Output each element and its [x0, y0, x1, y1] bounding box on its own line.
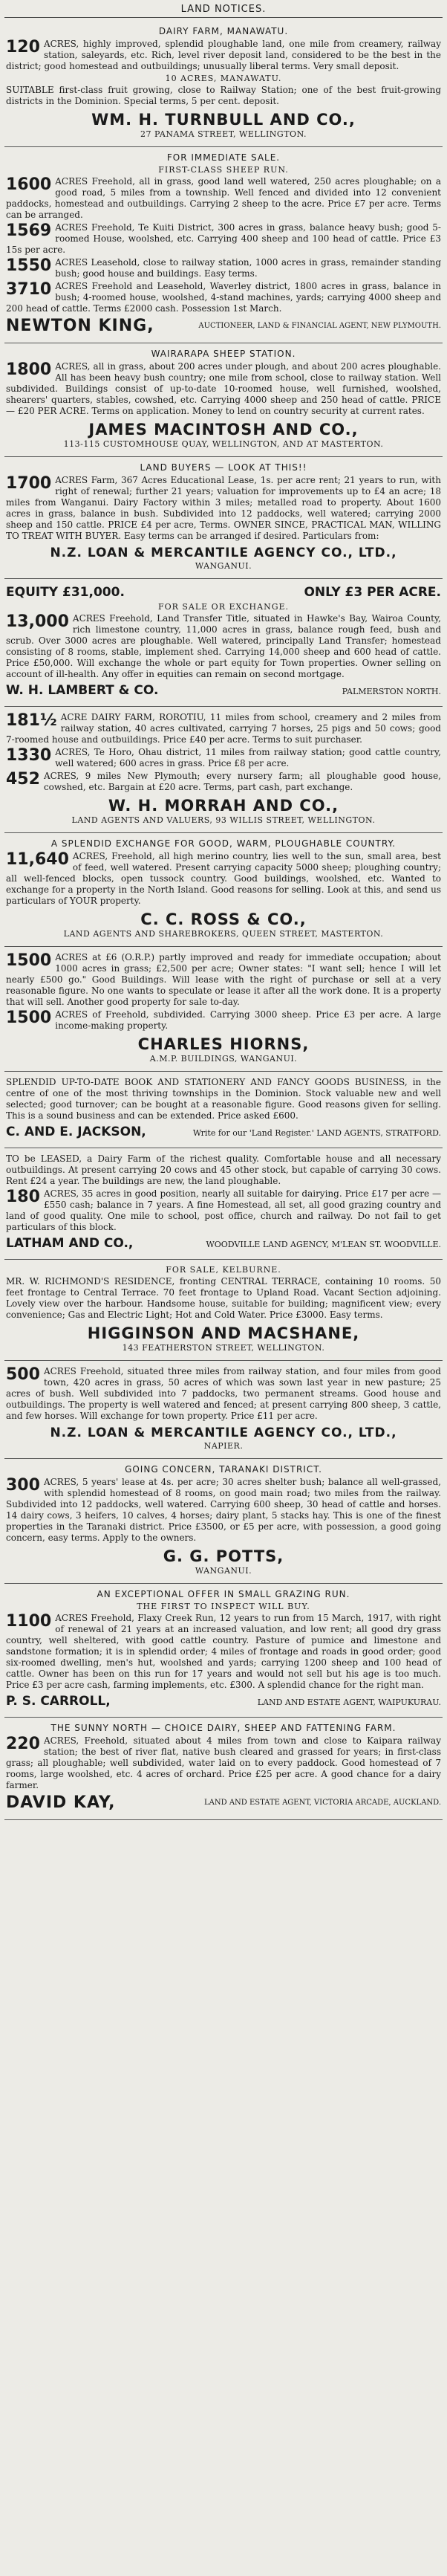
advertisement [4, 1072, 443, 1148]
ad-price-left: EQUITY £31,000. [6, 585, 125, 600]
acreage-number: 500 [6, 1365, 40, 1384]
acreage-number: 181½ [6, 711, 57, 730]
agent-signature-row [6, 683, 441, 698]
acreage-number: 1550 [6, 256, 52, 275]
ad-subheading: THE FIRST TO INSPECT WILL BUY. [137, 1602, 310, 1611]
ad-paragraph [6, 1366, 441, 1422]
ad-text: ACRES of Freehold, subdivided. Carrying 3000 sheep. Price £3 per acre. A large income-making property. [55, 1009, 441, 1031]
ad-text: ACRES, highly improved, splendid ploughable land, one mile from creamery, railway station, saleyards, etc. Rich, level river deposit land, considered to be the best in the district; good homestead and outbuildings; unusually liberal terms. Very small deposit. [6, 39, 441, 71]
advertisement [4, 1148, 443, 1260]
ad-heading: AN EXCEPTIONAL OFFER IN SMALL GRAZING RUN. [97, 1589, 350, 1599]
ad-paragraph [6, 613, 441, 680]
ad-heading: GOING CONCERN, TARANAKI DISTRICT. [125, 1464, 322, 1475]
ad-paragraph [6, 281, 441, 314]
agent-firm-name: LATHAM AND CO., [6, 1236, 134, 1251]
advertisement [4, 21, 443, 147]
ad-paragraph [6, 475, 441, 542]
acreage-number: 1500 [6, 951, 52, 970]
acreage-number: 1700 [6, 474, 52, 493]
ad-text: ACRES, Freehold, all high merino country, lies well to the sun, small area, best of feed, well watered. Present carrying capacity 5000 sheep; ploughing country; all well-fenced blocks, open tussock country. Good buildings, woolshed, etc. Wanted to exchange for a property in the North Island. Good reasons for selling. Look at this, and send us particulars of YOUR property. [6, 851, 441, 906]
ad-paragraph [6, 39, 441, 72]
ad-text: ACRES, 5 years' lease at 4s. per acre; 30 acres shelter bush; balance all well-grassed, with splendid homestead of 8 rooms, on good main road; two miles from the railway. Subdivided into 12 paddocks, well watered. Carrying 600 sheep, 30 head of cattle and horses. 14 dairy cows, 3 heifers, 10 calves, 4 horses; dairy plant, 5 stacks hay. This is one of the finest properties in the Taranaki district. Price £3500, or £5 per acre, with possession, a good going concern, easy terms. Apply to the owners. [6, 1477, 441, 1543]
ad-heading: FOR IMMEDIATE SALE. [166, 152, 281, 163]
ad-paragraph [6, 1735, 441, 1791]
agent-firm-name: P. S. CARROLL, [6, 1694, 111, 1709]
ad-paragraph [6, 771, 441, 793]
acreage-number: 11,640 [6, 850, 69, 869]
agent-address: LAND AND ESTATE AGENT, WAIPUKURAU. [257, 1698, 441, 1707]
agent-address: LAND AGENTS AND VALUERS, 93 WILLIS STREET, WELLINGTON. [71, 815, 376, 825]
advertisement [4, 1361, 443, 1459]
ad-paragraph [6, 1009, 441, 1032]
agent-address: WANGANUI. [195, 561, 252, 571]
agent-address: NAPIER. [203, 1441, 244, 1451]
agent-address: 27 PANAMA STREET, WELLINGTON. [140, 129, 307, 139]
acreage-number: 13,000 [6, 612, 69, 631]
ad-heading: WAIRARAPA SHEEP STATION. [151, 349, 296, 359]
agent-signature-row [6, 1694, 441, 1709]
ad-text: ACRES Freehold, situated three miles from railway station, and four miles from good town, 420 acres in grass, 50 acres of which was sown last year in new pasture; 25 acres of bush. Well subdivided into 7 paddocks, two permanent streams. Good house and outbuildings. The property is well watered and fenced; at present carrying 800 sheep, 3 cattle, and few horses. Will exchange for town property. Price £11 per acre. [6, 1366, 441, 1421]
advertisement [4, 457, 443, 579]
agent-address: A.M.P. BUILDINGS, WANGANUI. [149, 1054, 298, 1064]
acreage-number: 1569 [6, 221, 52, 240]
ad-paragraph [6, 712, 441, 745]
ad-paragraph [6, 851, 441, 907]
page-title: LAND NOTICES. [4, 4, 443, 18]
ad-text: ACRES, 35 acres in good position, nearly all suitable for dairying. Price £17 per acre — £550 cash; balance in 7 years. A fine Homestead, all set, all good grazing country and land of good quality. One mile to school, post office, church and railway. Do not fail to get particulars of this block. [6, 1188, 441, 1232]
agent-firm-name: DAVID KAY, [6, 1793, 116, 1812]
agent-address: 113-115 CUSTOMHOUSE QUAY, WELLINGTON, AND AT MASTERTON. [63, 439, 384, 449]
ad-text: ACRES, 9 miles New Plymouth; every nursery farm; all ploughable good house, cowshed, etc. Bargain at £20 acre. Terms, part cash, part exchange. [43, 771, 441, 792]
ad-heading: DAIRY FARM, MANAWATU. [158, 26, 289, 36]
advertisement [4, 343, 443, 457]
ad-text: ACRES, Freehold, situated about 4 miles from town and close to Kaipara railway station; the best of river flat, native bush cleared and grassed for years; in first-class grass; all ploughable; well subdivided, water laid on to every paddock. Good homestead of 7 rooms, large woolshed, etc. 4 acres of orchard. Price £25 per acre. A good chance for a dairy farmer. [6, 1735, 441, 1790]
ad-paragraph [6, 222, 441, 256]
ad-price-right: ONLY £3 PER ACRE. [304, 585, 441, 600]
ads-column [4, 21, 443, 1820]
acreage-number: 1100 [6, 1612, 52, 1631]
acreage-number: 1500 [6, 1009, 52, 1027]
ad-text: ACRES, all in grass, about 200 acres under plough, and about 200 acres ploughable. All has been heavy bush country; one mile from school, close to railway station. Well subdivided. Buildings consist of up-to-date 10-roomed house, well furnished, woolshed, shearers' quarters, stables, cowshed, etc. Carrying 4000 sheep and 250 head of cattle. PRICE — £20 PER ACRE. Terms on application. Money to lend on country security at current rates. [6, 361, 441, 416]
agent-firm-name: NEWTON KING, [6, 317, 154, 335]
agent-firm-name: C. C. ROSS & CO., [140, 910, 307, 928]
ad-paragraph [6, 1077, 441, 1122]
ad-text: ACRES Farm, 367 Acres Educational Lease, 1s. per acre rent; 21 years to run, with right of renewal; further 21 years; valuation for improvements up to £4 an acre; 18 miles from Wanganui. Dairy Factory within 3 miles; metalled road to property. About 1600 acres in grass, balance in bush. Subdivided into 12 paddocks, well watered; carrying 2000 sheep and 150 cattle. PRICE £4 per acre, Terms. OWNER SINCE, PRACTICAL MAN, WILLING TO TREAT WITH BUYER. Easy terms can be arranged if desired. Particulars from: [6, 475, 441, 541]
agent-signature-row [6, 1124, 441, 1139]
ad-paragraph [6, 361, 441, 417]
advertisement [4, 707, 443, 833]
ad-text: ACRES Leasehold, close to railway station, 1000 acres in grass, remainder standing bush; good house and buildings. Easy terms. [55, 257, 441, 279]
agent-address: WANGANUI. [195, 1566, 252, 1576]
agent-address: WOODVILLE LAND AGENCY, M'LEAN ST. WOODVILLE. [206, 1240, 441, 1249]
ad-text: ACRES Freehold, Flaxy Creek Run, 12 years to run from 15 March, 1917, with right of renewal of 21 years at an increased valuation, and low rent; all good dry grass country, well sheltered, with good cattle country. Pasture of pumice and limestone and sandstone formation; it is in splendid order; 4 miles of frontage and roads in good order; good six-roomed dwelling, men's hut, woolshed and yards; carrying 1200 sheep and 100 head of cattle. Owner has been on this run for 17 years and would not sell but his age is too much. Price £3 per acre cash, farming implements, etc. £300. A splendid chance for the right man. [6, 1613, 441, 1690]
ad-text: TO be LEASED, a Dairy Farm of the richest quality. Comfortable house and all necessary outbuildings. At present carrying 20 cows and 45 other stock, but capable of carrying 30 cows. Rent £24 a year. The buildings are new, the land ploughable. [6, 1153, 441, 1186]
acreage-number: 300 [6, 1476, 40, 1495]
agent-signature [6, 317, 441, 335]
ad-text: ACRES Freehold, all in grass, good land well watered, 250 acres ploughable; on a good road, 5 miles from a township. Well fenced and divided into 12 convenient paddocks, homestead and outbuildings. Carrying 2 sheep to the acre. Price £7 per acre. Terms can be arranged. [6, 176, 441, 220]
land-notices-page [4, 4, 443, 2569]
ad-text: MR. W. RICHMOND'S RESIDENCE, fronting CENTRAL TERRACE, containing 10 rooms. 50 feet frontage to Central Terrace. 70 feet frontage to Upland Road. Vacant Section adjoining. Lovely view over the harbour. Handsome house, suitable for building; magnificent view; every convenience; Gas and Electric Light; Hot and Cold Water. Price £3000. Easy terms. [6, 1276, 441, 1320]
ad-paragraph [6, 1613, 441, 1691]
ad-paragraph [6, 257, 441, 279]
agent-signature [6, 1793, 441, 1812]
advertisement [4, 579, 443, 707]
acreage-number: 1600 [6, 175, 52, 194]
ad-text: ACRES Freehold and Leasehold, Waverley district, 1800 acres in grass, balance in bush; 4-roomed house, woolshed, 4-stand machines, yards; carrying 4000 sheep and 200 head of cattle. Terms £2000 cash. Possession 1st March. [6, 281, 441, 314]
ad-paragraph [6, 176, 441, 221]
agent-address: LAND AND ESTATE AGENT, VICTORIA ARCADE, AUCKLAND. [204, 1798, 441, 1807]
acreage-number: 220 [6, 1735, 40, 1753]
acreage-number: 1800 [6, 360, 52, 379]
advertisement [4, 1718, 443, 1820]
ad-paragraph [6, 747, 441, 769]
ad-paragraph [6, 1188, 441, 1233]
ad-price-banner [6, 585, 441, 600]
agent-address: AUCTIONEER, LAND & FINANCIAL AGENT, NEW PLYMOUTH. [198, 321, 441, 330]
agent-firm-name: N.Z. LOAN & MERCANTILE AGENCY CO., LTD., [50, 546, 397, 560]
agent-firm-name: WM. H. TURNBULL AND CO., [91, 111, 356, 129]
agent-address: PALMERSTON NORTH. [342, 687, 441, 696]
agent-firm-name: JAMES MACINTOSH AND CO., [88, 421, 359, 438]
agent-firm-name: HIGGINSON AND MACSHANE, [87, 1324, 360, 1342]
advertisement [4, 947, 443, 1072]
acreage-number: 452 [6, 770, 40, 789]
ad-subheading: FOR SALE OR EXCHANGE. [157, 602, 290, 612]
ad-subheading: FIRST-CLASS SHEEP RUN. [158, 165, 289, 175]
agent-firm-name: N.Z. LOAN & MERCANTILE AGENCY CO., LTD., [50, 1425, 397, 1440]
agent-address: Write for our 'Land Register.' LAND AGENTS, STRATFORD. [192, 1128, 441, 1138]
ad-heading: LAND BUYERS — LOOK AT THIS!! [140, 462, 307, 473]
acreage-number: 3710 [6, 280, 52, 299]
ad-paragraph [6, 1276, 441, 1321]
ad-text: ACRES at £6 (O.R.P.) partly improved and ready for immediate occupation; about 1000 acres in grass; £2,500 per acre; Owner states: "I want sell; hence I will let nearly £500 go." Good Buildings. Will lease with the right of purchase or sell at a very reasonable figure. No one wants to speculate or lease it after all the work done. It is a property that will sell. Another good property for sale to-day. [6, 952, 441, 1007]
advertisement [4, 147, 443, 343]
ad-heading: THE SUNNY NORTH — CHOICE DAIRY, SHEEP AND FATTENING FARM. [50, 1723, 397, 1733]
ad-text: ACRES Freehold, Te Kuiti District, 300 acres in grass, balance heavy bush; good 5-roomed House, woolshed, etc. Carrying 400 sheep and 100 head of cattle. Price £3 15s per acre. [6, 222, 441, 255]
advertisement [4, 1584, 443, 1718]
advertisement [4, 833, 443, 947]
acreage-number: 180 [6, 1188, 40, 1206]
ad-text: SPLENDID UP-TO-DATE BOOK AND STATIONERY AND FANCY GOODS BUSINESS, in the centre of one of the most thriving townships in the Dominion. Stock valuable new and well selected; good turnover; can be bought at a reasonable figure. Good reasons given for selling. This is a sound business and can be extended. Price asked £600. [6, 1077, 441, 1121]
advertisement [4, 1260, 443, 1361]
ad-subheading: 10 ACRES, MANAWATU. [165, 74, 282, 83]
ad-subheading: FOR SALE, KELBURNE. [166, 1265, 281, 1275]
agent-address: 143 FEATHERSTON STREET, WELLINGTON. [122, 1343, 325, 1353]
ad-text: ACRES, Te Horo, Ohau district, 11 miles from railway station; good cattle country, well watered; 600 acres in grass. Price £8 per acre. [55, 747, 441, 768]
ad-paragraph [6, 1153, 441, 1187]
ad-paragraph [6, 85, 441, 107]
ad-paragraph [6, 1477, 441, 1544]
advertisement [4, 1459, 443, 1584]
ad-text: SUITABLE first-class fruit growing, close to Railway Station; one of the best fruit-growing districts in the Dominion. Special terms, 5 per cent. deposit. [6, 85, 441, 106]
agent-firm-name: W. H. MORRAH AND CO., [108, 797, 339, 815]
agent-firm-name: C. AND E. JACKSON, [6, 1124, 146, 1139]
agent-firm-name: CHARLES HIORNS, [137, 1035, 310, 1053]
ad-text: ACRES Freehold, Land Transfer Title, situated in Hawke's Bay, Wairoa County, rich limestone country, 11,000 acres in grass, balance rough feed, bush and scrub. Over 3000 acres are ploughable. Well watered, principally Land Transfer; homestead consisting of 8 rooms, stable, implement shed. Carrying 14,000 sheep and 600 head of cattle. Price £50,000. Will exchange the whole or part equity for Town properties. Owner selling on account of ill-health. Any offer in equities can remain on second mortgage. [6, 613, 441, 679]
agent-address: LAND AGENTS AND SHAREBROKERS, QUEEN STREET, MASTERTON. [63, 929, 384, 939]
agent-firm-name: G. G. POTTS, [163, 1547, 284, 1565]
ad-paragraph [6, 952, 441, 1008]
agent-firm-name: W. H. LAMBERT & CO. [6, 683, 159, 698]
acreage-number: 1330 [6, 746, 52, 765]
acreage-number: 120 [6, 38, 40, 56]
ad-heading: A SPLENDID EXCHANGE FOR GOOD, WARM, PLOUGHABLE COUNTRY. [50, 838, 397, 849]
agent-signature-row [6, 1236, 441, 1251]
ad-text: ACRE DAIRY FARM, ROROTIU, 11 miles from school, creamery and 2 miles from railway station, 40 acres cultivated, carrying 7 horses, 25 pigs and 50 cows; good 7-roomed house and outbuildings. Price £40 per acre. Terms to suit purchaser. [6, 712, 441, 745]
